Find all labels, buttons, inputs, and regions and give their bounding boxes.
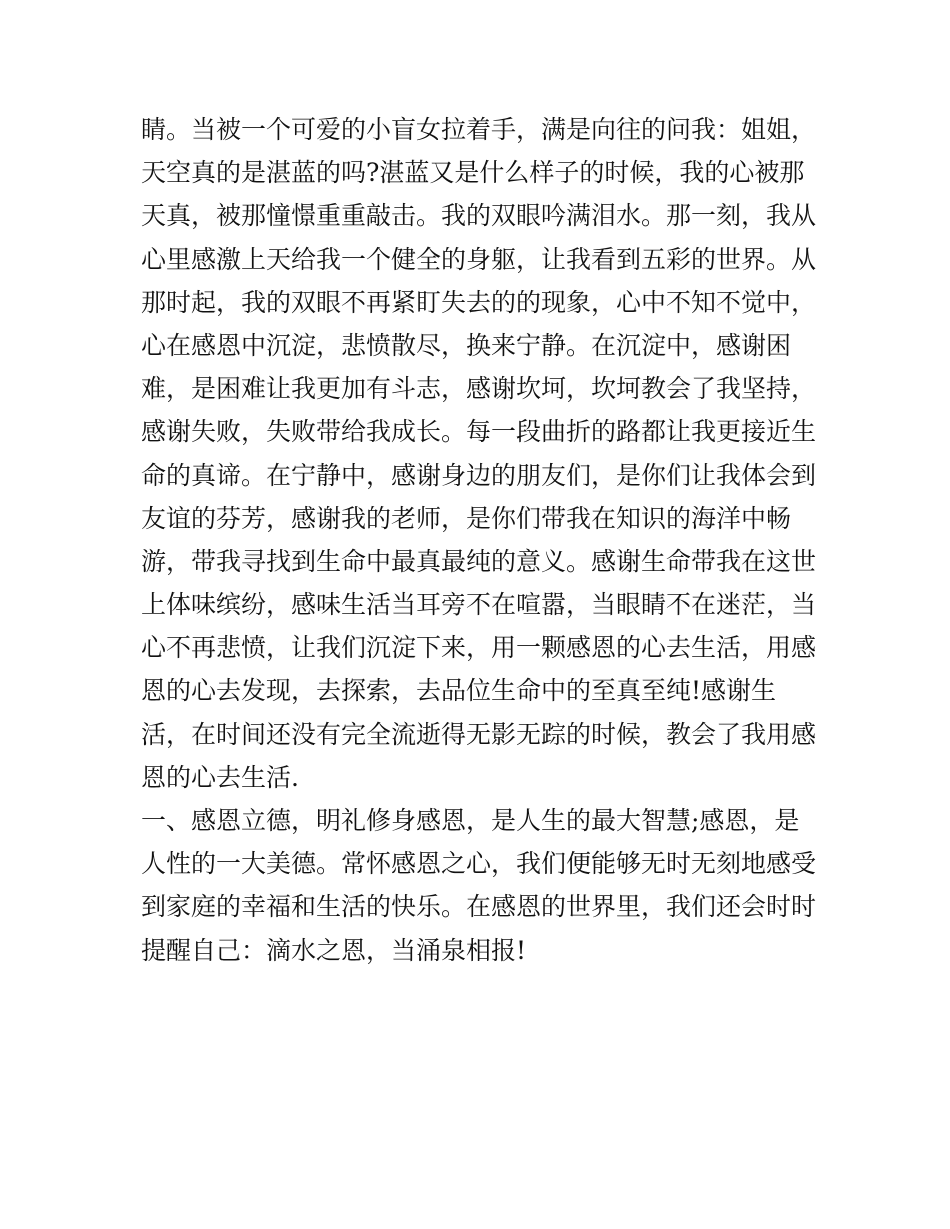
text-line: 那时起，我的双眼不再紧盯失去的的现象，心中不知不觉中， [141,287,817,317]
body-text [141,108,821,972]
section-heading-line: 一、感恩立德，明礼修身感恩，是人生的最大智慧;感恩，是 [141,806,800,835]
text-line: 游，带我寻找到生命中最真最纯的意义。感谢生命带我在这世 [141,546,817,576]
text-line: 心不再悲愤，让我们沉淀下来，用一颗感恩的心去生活，用感 [141,633,817,663]
text-line: 心里感激上天给我一个健全的身躯，让我看到五彩的世界。从 [141,244,817,274]
text-line: 提醒自己：滴水之恩，当涌泉相报! [141,935,527,965]
text-line: 命的真谛。在宁静中，感谢身边的朋友们，是你们让我体会到 [141,460,817,490]
text-line: 活，在时间还没有完全流逝得无影无踪的时候，教会了我用感 [141,719,817,749]
text-line: 恩的心去生活. [141,762,299,792]
text-line: 友谊的芬芳，感谢我的老师，是你们带我在知识的海洋中畅 [141,503,792,533]
text-line: 上体味缤纷，感味生活当耳旁不在喧嚣，当眼睛不在迷茫，当 [141,590,817,620]
text-line: 感谢失败，失败带给我成长。每一段曲折的路都让我更接近生 [141,417,817,447]
text-line: 难，是困难让我更加有斗志，感谢坎坷，坎坷教会了我坚持， [141,374,817,404]
text-line: 到家庭的幸福和生活的快乐。在感恩的世界里，我们还会时时 [141,892,817,922]
text-line: 天空真的是湛蓝的吗?湛蓝又是什么样子的时候，我的心被那 [141,158,805,188]
text-line: 天真，被那憧憬重重敲击。我的双眼吟满泪水。那一刻，我从 [141,201,817,231]
text-line: 睛。当被一个可爱的小盲女拉着手，满是向往的问我：姐姐， [141,115,817,144]
text-line: 恩的心去发现，去探索，去品位生命中的至真至纯!感谢生 [141,676,777,706]
text-line: 人性的一大美德。常怀感恩之心，我们便能够无时无刻地感受 [141,849,817,879]
text-line: 心在感恩中沉淀，悲愤散尽，换来宁静。在沉淀中，感谢困 [141,330,792,360]
